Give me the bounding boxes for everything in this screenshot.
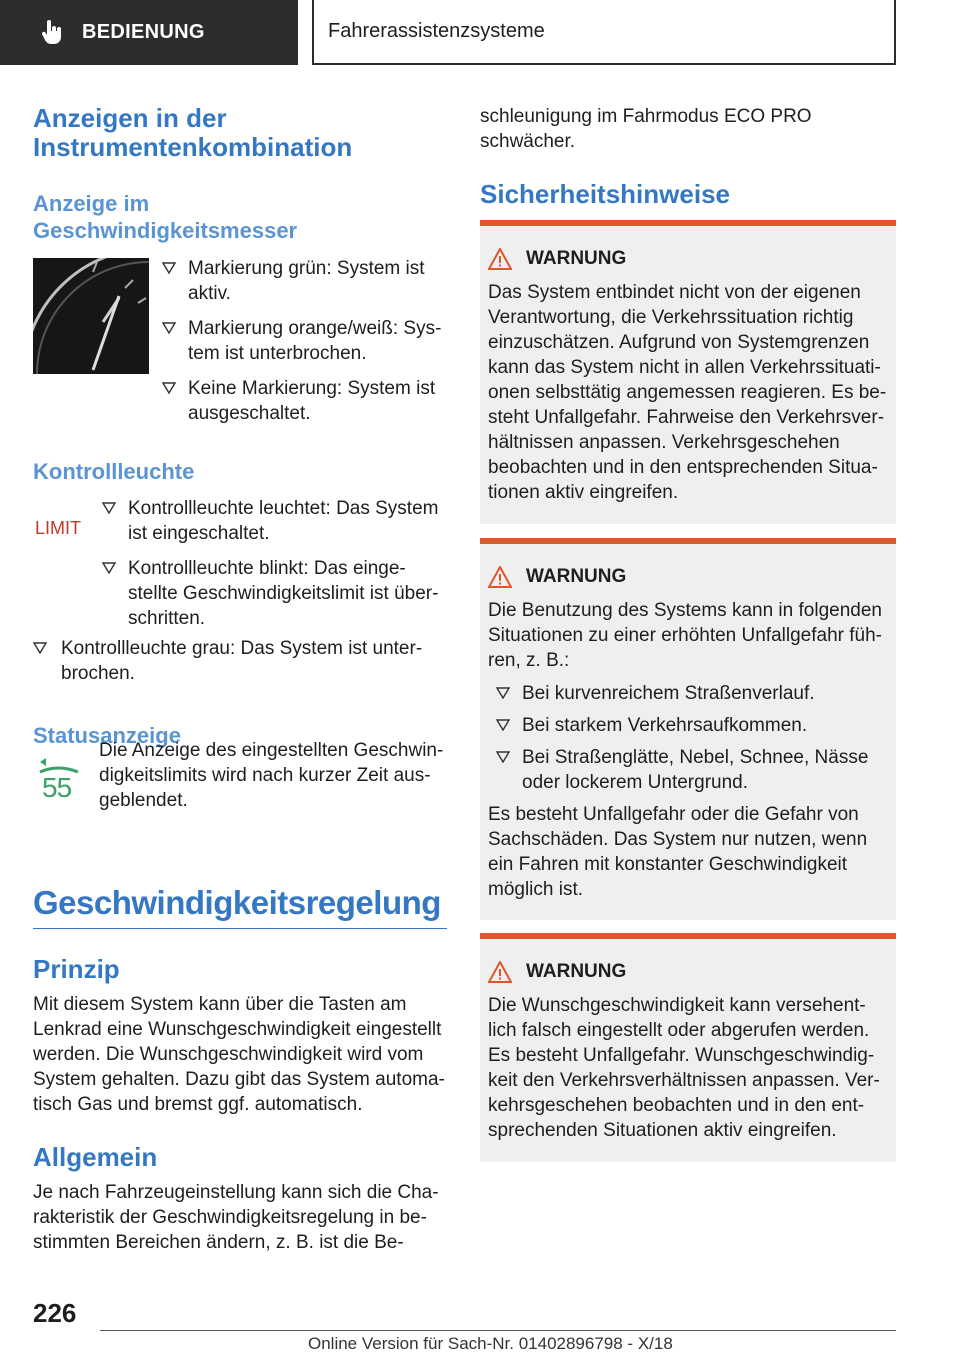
status-text: Die Anzeige des eingestellten Geschwin-digkeitslimits wird nach kurzer Zeit aus-geblendet.: [99, 740, 444, 811]
heading-anzeige-im: Anzeige im Geschwindigkeitsmesser: [33, 191, 298, 243]
warning-box-3: WARNUNG Die Wunschgeschwindigkeit kann versehent-lich falsch eingestellt oder abgerufen werden. Es besteht Unfallgefahr. Wunschgeschwindig-keit den Verkehrsverhältnissen anpassen. Ver-kehrsgeschehen beobachten und in den ent-sprechenden Situationen aktiv eingreifen.: [480, 933, 896, 1162]
list-item: Markierung grün: System ist aktiv.: [162, 256, 447, 306]
heading-geschwindigkeitsregelung: Geschwindigkeitsregelung: [33, 884, 441, 921]
heading-kontrollleuchte: Kontrollleuchte: [33, 459, 195, 484]
online-version-text: Online Version für Sach-Nr. 01402896798 - X/18: [308, 1334, 673, 1353]
continuation-text: schleunigung im Fahrmodus ECO PRO schwächer.: [480, 106, 812, 152]
list-item: Kontrollleuchte blinkt: Das einge-stellte Geschwindigkeitslimit ist über-schritten.: [102, 556, 447, 631]
heading-statusanzeige: Statusanzeige: [33, 723, 181, 748]
warning-text: Die Wunschgeschwindigkeit kann versehent-lich falsch eingestellt oder abgerufen werden. Es besteht Unfallgefahr. Wunschgeschwindig-keit den Verkehrsverhältnissen anpassen. Ver-kehrsgeschehen beobachten und in den ent-sprechenden Situationen aktiv eingreifen.: [488, 995, 880, 1141]
page-number: 226: [33, 1298, 77, 1328]
triangle-bullet-icon: [102, 561, 116, 575]
warning-box-2: WARNUNG Die Benutzung des Systems kann in folgenden Situationen zu einer erhöhten Unfallgefahr füh-ren, z. B.: Bei kurvenreichem Straßenverlauf. Bei starkem Verkehrsaufkommen. Bei Straßenglätte, Nebel, Schnee, Nässe oder lockerem Untergrund. Es besteht Unfallgefahr oder die Gefahr von Sachschäden. Das System nur nutzen, wenn ein Fahren mit konstanter Geschwindigkeit möglich ist.: [480, 538, 896, 920]
triangle-bullet-icon: [496, 750, 510, 764]
list-item: Bei kurvenreichem Straßenverlauf.: [496, 681, 896, 706]
list-item: Bei Straßenglätte, Nebel, Schnee, Nässe oder lockerem Untergrund.: [496, 745, 896, 795]
warning-text: Die Benutzung des Systems kann in folgenden Situationen zu einer erhöhten Unfallgefahr füh-ren, z. B.:: [488, 600, 882, 671]
section-breadcrumb: Fahrerassistenzsysteme: [312, 0, 896, 65]
triangle-bullet-icon: [33, 641, 47, 655]
speedometer-image: [33, 258, 149, 374]
limit-indicator-icon: LIMIT: [35, 518, 82, 538]
list-item: Markierung orange/weiß: Sys-tem ist unterbrochen.: [162, 316, 447, 366]
triangle-bullet-icon: [102, 501, 116, 515]
speedo-marker-list: [162, 256, 447, 426]
hand-pointer-icon: [40, 20, 64, 46]
triangle-bullet-icon: [496, 686, 510, 700]
triangle-bullet-icon: [162, 321, 176, 335]
list-item: Kontrollleuchte leuchtet: Das System ist eingeschaltet.: [102, 496, 447, 546]
heading-anzeigen: Anzeigen in der Instrumentenkombination: [33, 103, 353, 162]
chapter-tab: [0, 0, 298, 65]
triangle-bullet-icon: [496, 718, 510, 732]
prinzip-text: Mit diesem System kann über die Tasten am Lenkrad eine Wunschgeschwindigkeit eingestellt werden. Die Wunschgeschwindigkeit wird vom System gehalten. Dazu gibt das System automa-tisch Gas und bremst ggf. automatisch.: [33, 994, 445, 1115]
warning-text-2: Es besteht Unfallgefahr oder die Gefahr von Sachschäden. Das System nur nutzen, wenn ein Fahren mit konstanter Geschwindigkeit möglich ist.: [488, 804, 868, 900]
chapter-label: BEDIENUNG: [82, 21, 205, 43]
warning-triangle-icon: [488, 248, 512, 270]
list-item: Kontrollleuchte grau: Das System ist unter-brochen.: [33, 636, 447, 686]
triangle-bullet-icon: [162, 381, 176, 395]
heading-sicherheitshinweise: Sicherheitshinweise: [480, 179, 730, 209]
allgemein-text: Je nach Fahrzeugeinstellung kann sich die Cha-rakteristik der Geschwindigkeitsregelung in be-stimmten Bereichen ändern, z. B. ist die Be-: [33, 1182, 439, 1253]
list-item: Bei starkem Verkehrsaufkommen.: [496, 713, 896, 738]
speed-limit-status-icon: 55: [36, 756, 82, 818]
heading-prinzip: Prinzip: [33, 954, 120, 984]
triangle-bullet-icon: [162, 261, 176, 275]
list-item: Keine Markierung: System ist ausgeschaltet.: [162, 376, 447, 426]
heading-allgemein: Allgemein: [33, 1142, 158, 1172]
kontroll-list: [102, 496, 447, 631]
warning-triangle-icon: [488, 961, 512, 983]
footer-divider: [100, 1330, 896, 1331]
warning-triangle-icon: [488, 566, 512, 588]
warning-box-1: WARNUNG Das System entbindet nicht von der eigenen Verantwortung, die Verkehrssituation richtig einzuschätzen. Aufgrund von Systemgrenzen kann das System nicht in allen Verkehrssituati-onen selbsttätig angemessen reagieren. Es be-steht Unfallgefahr. Fahrweise den Verkehrsver-hältnissen anpassen. Verkehrsgeschehen beobachten und in den entsprechenden Situa-tionen aktiv eingreifen.: [480, 220, 896, 524]
warning-text: Das System entbindet nicht von der eigenen Verantwortung, die Verkehrssituation richtig einzuschätzen. Aufgrund von Systemgrenzen kann das System nicht in allen Verkehrssituati-onen selbsttätig angemessen reagieren. Es be-steht Unfallgefahr. Fahrweise den Verkehrsver-hältnissen anpassen. Verkehrsgeschehen beobachten und in den entsprechenden Situa-tionen aktiv eingreifen.: [488, 282, 887, 503]
warning-situation-list: [496, 681, 896, 795]
